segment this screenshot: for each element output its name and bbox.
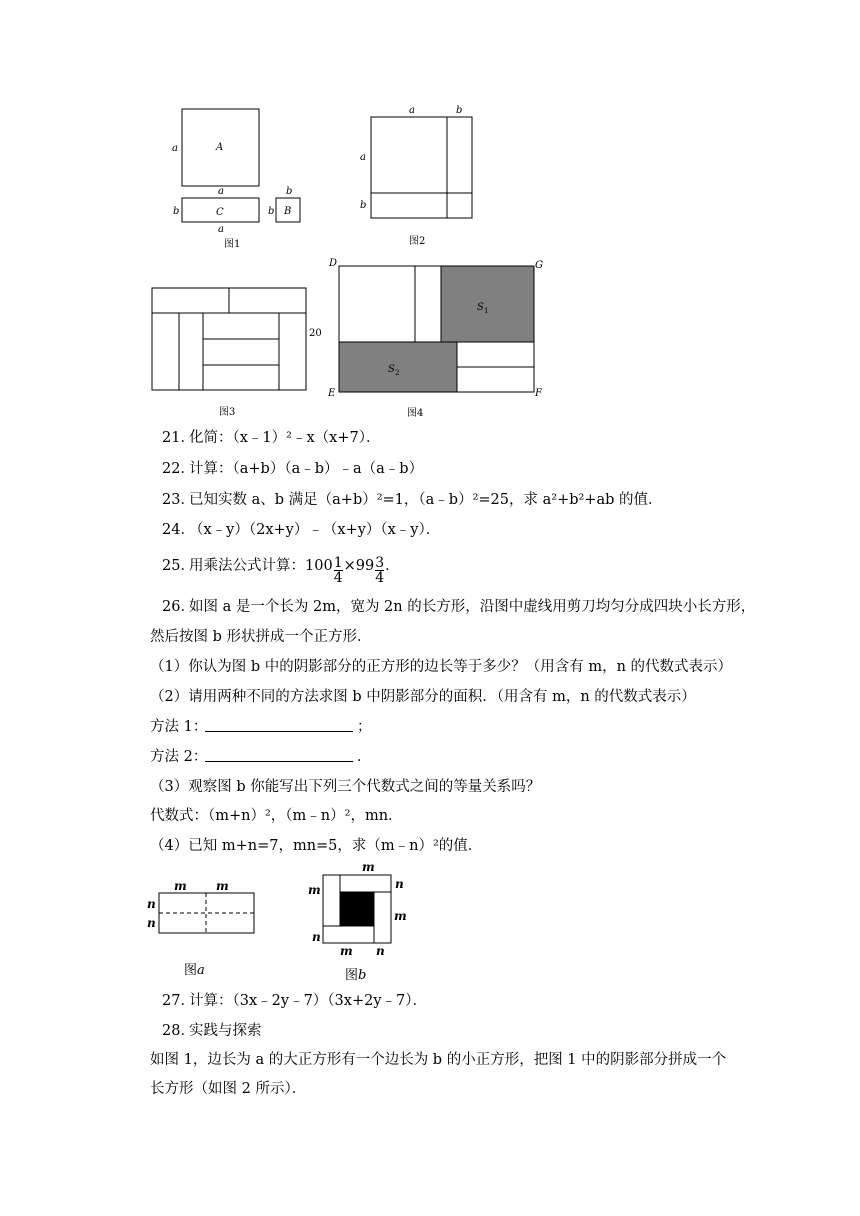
part-text: （4）已知 m+n=7，mn=5，求（m﹣n）²的值． <box>150 838 483 854</box>
figa-caption: 图a <box>184 963 205 978</box>
label-n-right-top: n <box>395 877 404 891</box>
fraction-2: $\frac{3}{4}$ <box>375 555 385 586</box>
label-a-left: a <box>360 152 366 163</box>
question-number: 26． <box>162 599 195 615</box>
suffix: ． <box>385 558 400 574</box>
label-b-left-b: b <box>268 206 275 217</box>
question-number: 25． <box>162 558 195 574</box>
expression-text: 代数式：（m+n）²，（m﹣n）²，mn． <box>150 808 403 824</box>
question-text: （x﹣y）（2x+y）﹣（x+y）（x﹣y）． <box>189 522 441 538</box>
label-m-2: m <box>216 879 229 893</box>
question-text: 已知实数 a、b 满足（a+b）²=1，（a﹣b）²=25，求 a²+b²+ab 的值． <box>189 492 663 508</box>
label-A: A <box>216 142 224 153</box>
label-s1: S <box>477 302 484 313</box>
figure-b <box>305 858 420 986</box>
question-text: 计算：（3x﹣2y﹣7）（3x+2y﹣7）． <box>189 993 427 1009</box>
side-label-20: 20 <box>309 328 322 339</box>
part-text: （1）你认为图 b 中的阴影部分的正方形的边长等于多少？（用含有 m，n 的代数式表示） <box>150 659 733 675</box>
label-n-2: n <box>147 916 156 930</box>
label-B: B <box>284 206 292 217</box>
inner-black-square <box>340 892 374 926</box>
question-text: 长方形（如图 2 所示）． <box>150 1081 307 1097</box>
question-body <box>189 556 400 585</box>
method-2-label: 方法 2： <box>150 749 208 765</box>
method-1-label: 方法 1： <box>150 719 208 735</box>
label-C: C <box>216 207 224 218</box>
label-m-bottom: m <box>340 944 353 958</box>
prefix: 用乘法公式计算： <box>189 558 305 574</box>
question-number: 27． <box>162 993 195 1009</box>
question-text: 如图 a 是一个长为 2m，宽为 2n 的长方形，沿图中虚线用剪刀均匀分成四块小长方形， <box>189 599 756 615</box>
outer-square <box>371 117 472 218</box>
label-b-left: b <box>360 200 367 211</box>
fig1-caption: 图1 <box>224 239 241 250</box>
corner-G: G <box>535 260 543 271</box>
question-title: 实践与探索 <box>189 1023 262 1039</box>
question-text: 化简：（x﹣1）²﹣x（x+7）． <box>189 430 381 446</box>
question-number: 24． <box>162 522 195 538</box>
method-1-answer-blank[interactable] <box>205 717 353 732</box>
mixed-int-2: 99 <box>355 558 375 574</box>
label-s2-sub: 2 <box>395 369 400 377</box>
question-number: 22． <box>162 461 195 477</box>
figure-1 <box>160 100 320 255</box>
label-a-under-square: a <box>218 186 224 197</box>
question-text: 计算：（a+b）（a﹣b）﹣a（a﹣b） <box>189 461 424 477</box>
fig3-caption: 图3 <box>219 407 236 418</box>
label-s1-sub: 1 <box>484 307 489 315</box>
label-n-left-bottom: n <box>312 930 321 944</box>
question-number: 28． <box>162 1023 195 1039</box>
shaded-s1 <box>441 266 534 342</box>
part-text: （3）观察图 b 你能写出下列三个代数式之间的等量关系吗？ <box>150 779 541 795</box>
part-text: （2）请用两种不同的方法求图 b 中阴影部分的面积．（用含有 m，n 的代数式表示） <box>150 689 696 705</box>
figure-a <box>140 875 270 985</box>
label-s2: S <box>388 364 395 375</box>
label-b-top: b <box>456 105 463 116</box>
label-n-bottom: n <box>376 944 385 958</box>
label-n-1: n <box>147 897 156 911</box>
corner-D: D <box>329 258 338 269</box>
method-1-end: ； <box>357 719 372 735</box>
corner-F: F <box>535 388 542 399</box>
question-text: 如图 1，边长为 a 的大正方形有一个边长为 b 的小正方形，把图 1 中的阴影部分拼成一个 <box>150 1052 727 1068</box>
label-m-left: m <box>308 883 321 897</box>
figure-4 <box>325 255 550 423</box>
method-2-answer-blank[interactable] <box>205 747 353 762</box>
label-m-1: m <box>174 879 187 893</box>
figure-2 <box>355 100 485 250</box>
times-sign: × <box>343 558 356 574</box>
method-2-end: ． <box>357 749 372 765</box>
label-a-under-c: a <box>218 224 224 235</box>
question-number: 23． <box>162 492 195 508</box>
question-text: 然后按图 b 形状拼成一个正方形． <box>150 629 372 645</box>
label-b-top-b: b <box>286 186 293 197</box>
fraction-1: $\frac{1}{4}$ <box>333 555 343 586</box>
figb-caption: 图b <box>345 968 367 983</box>
label-m-right: m <box>394 909 407 923</box>
question-number: 21． <box>162 430 195 446</box>
label-m-top: m <box>362 860 375 874</box>
figure-3 <box>145 282 330 422</box>
label-a-top: a <box>409 105 415 116</box>
fig2-caption: 图2 <box>409 236 426 247</box>
fig4-caption: 图4 <box>407 408 424 419</box>
mixed-int-1: 100 <box>305 558 333 574</box>
label-a-left: a <box>172 143 178 154</box>
label-b-left-c: b <box>173 206 180 217</box>
corner-E: E <box>328 388 336 399</box>
shaded-s2 <box>339 342 457 392</box>
